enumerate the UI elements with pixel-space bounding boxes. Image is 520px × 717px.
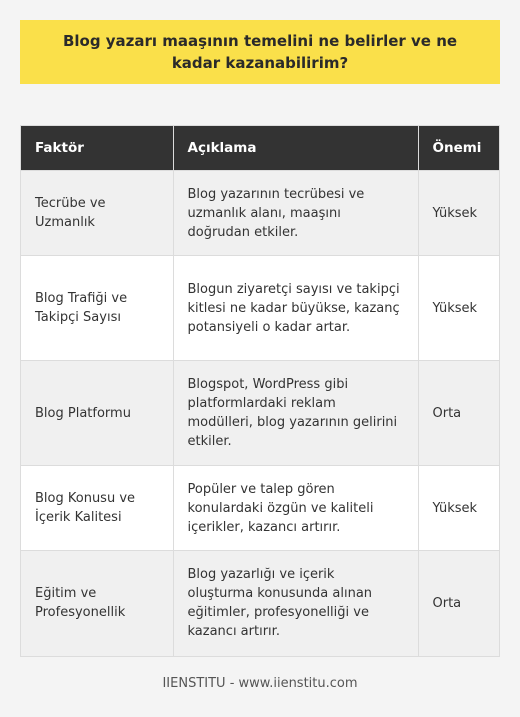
importance-cell: Yüksek <box>418 466 499 551</box>
importance-cell: Yüksek <box>418 256 499 361</box>
table-row <box>21 361 499 466</box>
table-row <box>21 551 499 656</box>
table-row <box>21 171 499 256</box>
page-title: Blog yazarı maaşının temelini ne belirler ve ne kadar kazanabilirim? <box>62 32 458 72</box>
column-header-importance: Önemi <box>418 126 499 171</box>
column-header-factor: Faktör <box>21 126 173 171</box>
footer-credit: IIENSTITU - www.iienstitu.com <box>162 676 358 691</box>
factor-cell: Blog Platformu <box>21 361 173 466</box>
factor-cell: Blog Konusu ve İçerik Kalitesi <box>21 466 173 551</box>
factor-cell: Blog Trafiği ve Takipçi Sayısı <box>21 256 173 361</box>
importance-cell: Yüksek <box>418 171 499 256</box>
importance-cell: Orta <box>418 361 499 466</box>
description-cell: Blog yazarlığı ve içerik oluşturma konusunda alınan eğitimler, profesyonelliği ve kazancı artırır. <box>173 551 418 656</box>
description-cell: Popüler ve talep gören konulardaki özgün ve kaliteli içerikler, kazancı artırır. <box>173 466 418 551</box>
importance-cell: Orta <box>418 551 499 656</box>
description-cell: Blogspot, WordPress gibi platformlardaki reklam modülleri, blog yazarının gelirini etkiler. <box>173 361 418 466</box>
factor-cell: Eğitim ve Profesyonellik <box>21 551 173 656</box>
table-row <box>21 256 499 361</box>
factor-cell: Tecrübe ve Uzmanlık <box>21 171 173 256</box>
column-header-description: Açıklama <box>173 126 418 171</box>
title-banner <box>20 20 500 84</box>
description-cell: Blog yazarının tecrübesi ve uzmanlık alanı, maaşını doğrudan etkiler. <box>173 171 418 256</box>
description-cell: Blogun ziyaretçi sayısı ve takipçi kitlesi ne kadar büyükse, kazanç potansiyeli o kadar artar. <box>173 256 418 361</box>
table-row <box>21 466 499 551</box>
table-header-row <box>21 126 499 171</box>
factor-table <box>20 125 500 657</box>
